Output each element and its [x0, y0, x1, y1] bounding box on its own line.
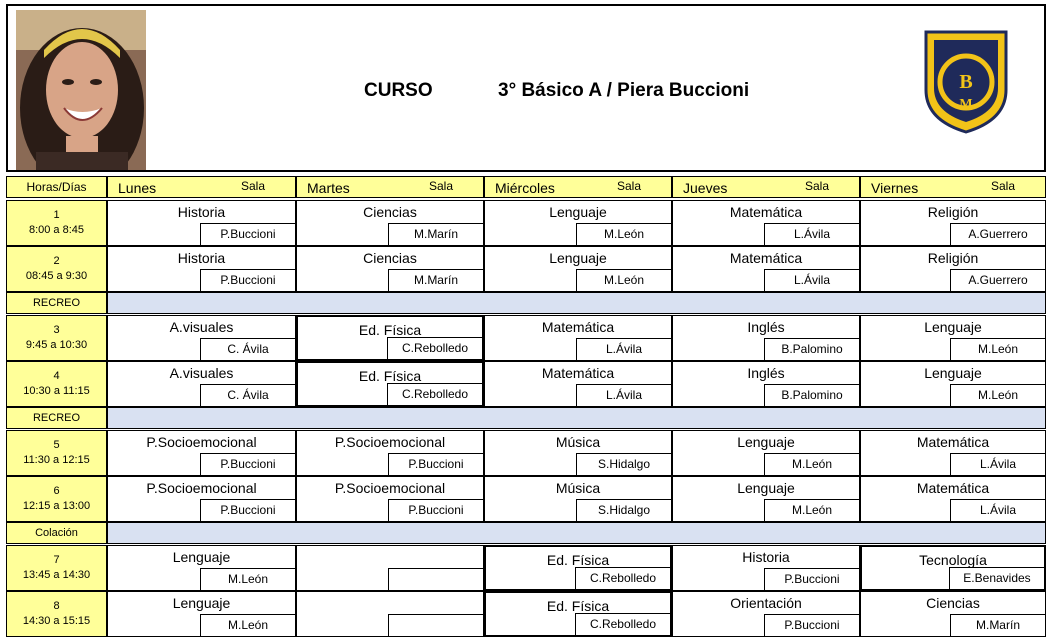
teacher-name: P.Buccioni — [200, 499, 295, 521]
school-logo-icon — [922, 28, 1010, 134]
day-name: Martes — [307, 180, 350, 196]
subject-name: Religión — [927, 204, 979, 220]
teacher-name: C. Ávila — [200, 384, 295, 406]
class-cell — [860, 545, 1046, 591]
class-cell — [296, 246, 484, 292]
hours-days-label: Horas/Días — [26, 179, 87, 194]
subject-name: Música — [555, 480, 601, 496]
teacher-name — [388, 568, 483, 590]
class-cell — [296, 430, 484, 476]
class-cell — [860, 246, 1046, 292]
day-name: Viernes — [871, 180, 919, 196]
teacher-name: M.León — [200, 568, 295, 590]
day-header-2 — [484, 176, 672, 198]
day-header-0 — [107, 176, 296, 198]
period-number: 6 — [53, 485, 60, 497]
teacher-name: L.Ávila — [764, 223, 859, 245]
subject-name: Ed. Física — [358, 368, 422, 384]
teacher-name: E.Benavides — [949, 567, 1044, 589]
class-cell — [672, 246, 860, 292]
teacher-name: M.León — [950, 384, 1045, 406]
subject-name: Matemática — [916, 480, 990, 496]
period-time: 10:30 a 11:15 — [23, 385, 90, 397]
period-time: 08:45 a 9:30 — [25, 270, 88, 282]
class-cell — [296, 591, 484, 637]
class-cell — [484, 246, 672, 292]
class-cell — [484, 430, 672, 476]
subject-name: Historia — [177, 204, 226, 220]
subject-name: Lenguaje — [737, 480, 795, 496]
class-cell — [296, 545, 484, 591]
class-cell — [672, 361, 860, 407]
subject-name: Lenguaje — [924, 319, 982, 335]
subject-name: P.Socioemocional — [334, 434, 446, 450]
class-cell — [860, 315, 1046, 361]
day-header-1 — [296, 176, 484, 198]
period-number: 8 — [53, 600, 60, 612]
subject-name: Ciencias — [363, 250, 417, 266]
subject-name: Lenguaje — [549, 204, 607, 220]
class-cell — [296, 315, 484, 361]
class-cell — [296, 200, 484, 246]
period-cell — [6, 315, 107, 361]
class-cell — [672, 476, 860, 522]
period-time: 11:30 a 12:15 — [23, 454, 90, 466]
subject-name: Inglés — [747, 319, 785, 335]
teacher-name: L.Ávila — [950, 499, 1045, 521]
teacher-photo — [16, 10, 146, 170]
period-number: 2 — [53, 255, 60, 267]
class-cell — [107, 246, 296, 292]
teacher-name: S.Hidalgo — [576, 453, 671, 475]
teacher-name: M.Marín — [950, 614, 1045, 636]
break-label: RECREO — [6, 407, 107, 429]
teacher-name: M.Marín — [388, 269, 483, 291]
teacher-name: C.Rebolledo — [575, 613, 670, 635]
class-cell — [672, 200, 860, 246]
teacher-name: M.León — [576, 223, 671, 245]
period-number: 3 — [53, 324, 60, 336]
period-number: 7 — [53, 554, 60, 566]
teacher-name: P.Buccioni — [388, 499, 483, 521]
subject-name: P.Socioemocional — [146, 480, 257, 496]
subject-name: Religión — [927, 250, 979, 266]
class-cell — [860, 430, 1046, 476]
teacher-name: B.Palomino — [764, 338, 859, 360]
teacher-name: L.Ávila — [576, 338, 671, 360]
svg-text:M: M — [959, 97, 973, 112]
class-cell — [296, 361, 484, 407]
teacher-name: M.León — [764, 453, 859, 475]
day-header-3 — [672, 176, 860, 198]
course-name: 3° Básico A / Piera Buccioni — [498, 80, 750, 101]
class-cell — [484, 476, 672, 522]
subject-name: Ed. Física — [358, 322, 422, 338]
teacher-name: L.Ávila — [576, 384, 671, 406]
teacher-name: M.Marín — [388, 223, 483, 245]
subject-name: Ed. Física — [546, 552, 610, 568]
teacher-name: M.León — [950, 338, 1045, 360]
teacher-name: P.Buccioni — [388, 453, 483, 475]
teacher-name: M.León — [200, 614, 295, 636]
period-cell — [6, 545, 107, 591]
class-cell — [484, 361, 672, 407]
subject-name: Música — [555, 434, 601, 450]
schedule-sheet — [6, 4, 1048, 634]
period-time: 13:45 a 14:30 — [22, 569, 91, 581]
teacher-name: B.Palomino — [764, 384, 859, 406]
subject-name: Historia — [742, 549, 790, 565]
class-cell — [296, 476, 484, 522]
break-band — [107, 522, 1046, 544]
day-name: Miércoles — [495, 180, 555, 196]
teacher-name: A.Guerrero — [950, 269, 1045, 291]
subject-name: Ciencias — [926, 595, 980, 611]
subject-name: Matemática — [916, 434, 990, 450]
class-cell — [107, 361, 296, 407]
header-box — [6, 4, 1046, 172]
course-title — [364, 80, 749, 102]
period-time: 8:00 a 8:45 — [28, 224, 85, 236]
teacher-name: A.Guerrero — [950, 223, 1045, 245]
period-cell — [6, 591, 107, 637]
teacher-name: C.Rebolledo — [387, 337, 482, 359]
period-time: 12:15 a 13:00 — [22, 500, 91, 512]
subject-name: Historia — [177, 250, 226, 266]
teacher-name: L.Ávila — [950, 453, 1045, 475]
class-cell — [672, 315, 860, 361]
period-cell — [6, 246, 107, 292]
curso-label: CURSO — [364, 80, 433, 101]
period-cell — [6, 200, 107, 246]
subject-name: Lenguaje — [172, 595, 231, 611]
subject-name: P.Socioemocional — [334, 480, 446, 496]
subject-name: Inglés — [747, 365, 785, 381]
class-cell — [484, 315, 672, 361]
class-cell — [860, 591, 1046, 637]
sala-label: Sala — [428, 179, 453, 193]
break-band — [107, 292, 1046, 314]
class-cell — [107, 476, 296, 522]
class-cell — [672, 591, 860, 637]
sala-label: Sala — [240, 179, 265, 193]
period-number: 4 — [53, 370, 60, 382]
break-label: RECREO — [6, 292, 107, 314]
class-cell — [484, 545, 672, 591]
break-band — [107, 407, 1046, 429]
teacher-name: C.Rebolledo — [387, 383, 482, 405]
break-label: Colación — [6, 522, 107, 544]
subject-name: P.Socioemocional — [146, 434, 257, 450]
class-cell — [107, 545, 296, 591]
period-cell — [6, 361, 107, 407]
sala-label: Sala — [804, 179, 829, 193]
teacher-name — [388, 614, 483, 636]
teacher-name: P.Buccioni — [764, 614, 859, 636]
class-cell — [672, 545, 860, 591]
subject-name: Lenguaje — [172, 549, 231, 565]
sala-label: Sala — [616, 179, 641, 193]
subject-name: Tecnología — [919, 552, 987, 568]
subject-name: Matemática — [541, 365, 615, 381]
subject-name: Ed. Física — [546, 598, 610, 614]
teacher-name: P.Buccioni — [200, 269, 295, 291]
day-header-4 — [860, 176, 1046, 198]
class-cell — [484, 591, 672, 637]
subject-name: Orientación — [730, 595, 802, 611]
class-cell — [107, 315, 296, 361]
subject-name: Matemática — [541, 319, 615, 335]
svg-text:B: B — [959, 71, 973, 93]
subject-name: Lenguaje — [924, 365, 982, 381]
class-cell — [860, 200, 1046, 246]
subject-name: Matemática — [729, 250, 803, 266]
class-cell — [860, 476, 1046, 522]
class-cell — [860, 361, 1046, 407]
period-number: 1 — [53, 209, 60, 221]
sala-label: Sala — [990, 179, 1015, 193]
teacher-name: P.Buccioni — [764, 568, 859, 590]
day-name: Lunes — [118, 180, 157, 196]
teacher-name: L.Ávila — [764, 269, 859, 291]
teacher-name: S.Hidalgo — [576, 499, 671, 521]
class-cell — [672, 430, 860, 476]
subject-name: Ciencias — [363, 204, 417, 220]
subject-name: Matemática — [729, 204, 803, 220]
subject-name: A.visuales — [169, 319, 234, 335]
teacher-name: M.León — [576, 269, 671, 291]
period-number: 5 — [53, 439, 60, 451]
class-cell — [107, 430, 296, 476]
hours-days-header — [6, 176, 107, 198]
teacher-name: P.Buccioni — [200, 223, 295, 245]
teacher-name: M.León — [764, 499, 859, 521]
teacher-name: P.Buccioni — [200, 453, 295, 475]
period-cell — [6, 476, 107, 522]
class-cell — [484, 200, 672, 246]
class-cell — [107, 591, 296, 637]
teacher-name: C.Rebolledo — [575, 567, 670, 589]
day-name: Jueves — [683, 180, 728, 196]
period-time: 9:45 a 10:30 — [25, 339, 88, 351]
subject-name: Lenguaje — [737, 434, 795, 450]
teacher-name: C. Ávila — [200, 338, 295, 360]
subject-name: Lenguaje — [549, 250, 607, 266]
period-cell — [6, 430, 107, 476]
subject-name: A.visuales — [169, 365, 234, 381]
period-time: 14:30 a 15:15 — [22, 615, 91, 627]
class-cell — [107, 200, 296, 246]
